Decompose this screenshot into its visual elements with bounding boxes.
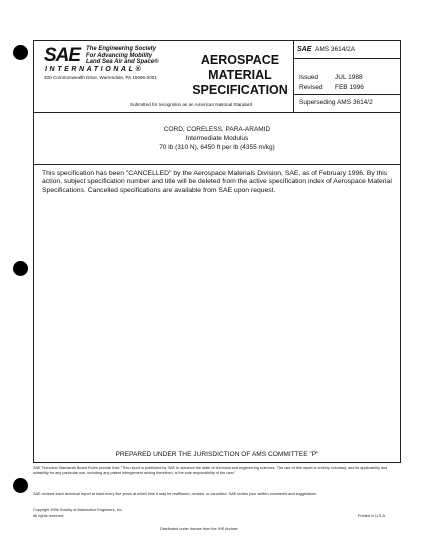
title-line: MATERIAL: [208, 68, 272, 82]
sae-mini-logo: SAE: [297, 46, 312, 53]
revised-date: FEB 1996: [335, 84, 364, 91]
punch-hole-top: [13, 45, 28, 60]
tagline-line: The Engineering Society: [86, 46, 157, 52]
punch-hole-bottom: [13, 478, 28, 493]
material-title: CORD, CORELESS, PARA-ARAMID: [163, 126, 271, 133]
title-line: AEROSPACE: [200, 53, 280, 67]
distribution-line: Distributed under license from the IHS Archive: [160, 527, 238, 531]
cancellation-notice: This specification has been "CANCELLED" by the Aerospace Materials Division, SAE, as of February 1996. By this action, subject specification number and title will be deleted from the active specification index of Aerospace Material Specifications. Cancelled specifications are available from SAE upon request.: [42, 170, 392, 194]
material-rating: 70 lb (310 N), 6450 ft per lb (4355 m/kg): [159, 144, 275, 151]
sae-international: INTERNATIONAL®: [45, 66, 144, 73]
material-divider-bottom: [33, 164, 401, 165]
sae-tagline: [86, 46, 159, 66]
header-divider-superseding: [293, 94, 401, 95]
document-title: [190, 53, 290, 98]
submitted-note: Submitted for recognition as an American National Standard: [130, 102, 253, 107]
tagline-line: For Advancing Mobility: [86, 52, 153, 59]
printed-line: Printed in U.S.A.: [358, 514, 387, 518]
material-subtitle: Intermediate Modulus: [185, 135, 249, 142]
footer-review-note: SAE reviews each technical report at least every five years at which time it may be reaffirmed, revised, or cancelled. SAE invites your written comments and suggestions.: [33, 492, 317, 496]
tagline-line: Land Sea Air and Space®: [86, 59, 159, 65]
header-divider-bottom: [33, 112, 401, 113]
footer-rules-note: SAE Technical Standards Board Rules provide that: "This report is published by SAE to advance the state of technical and engineering sciences. The use of this report is entirely voluntary, and its applicability and suitability for any particular use, including any patent infringement arising therefrom, is the sole responsibility of the user.": [33, 466, 388, 475]
superseding-note: Superseding AMS 3614/2: [299, 99, 373, 106]
copyright-line: Copyright 1996 Society of Automotive Engineers, Inc.: [33, 508, 123, 512]
ams-number: AMS 3614/2A: [315, 46, 356, 53]
revised-label: Revised: [299, 84, 323, 91]
header-divider-vertical: [293, 40, 294, 112]
sae-address: 400 Commonwealth Drive, Warrendale, PA 15096-0001: [44, 75, 157, 80]
prepared-jurisdiction: PREPARED UNDER THE JURISDICTION OF AMS COMMITTEE "P": [115, 451, 319, 458]
rights-line: All rights reserved.: [33, 514, 65, 518]
sae-logo-text: SAE: [44, 45, 81, 66]
title-line: SPECIFICATION: [192, 83, 288, 97]
issued-label: Issued: [299, 74, 319, 81]
punch-hole-middle: [13, 261, 28, 276]
header-divider-ams: [293, 58, 401, 59]
issued-date: JUL 1988: [335, 74, 363, 81]
sae-logo: [44, 46, 82, 66]
